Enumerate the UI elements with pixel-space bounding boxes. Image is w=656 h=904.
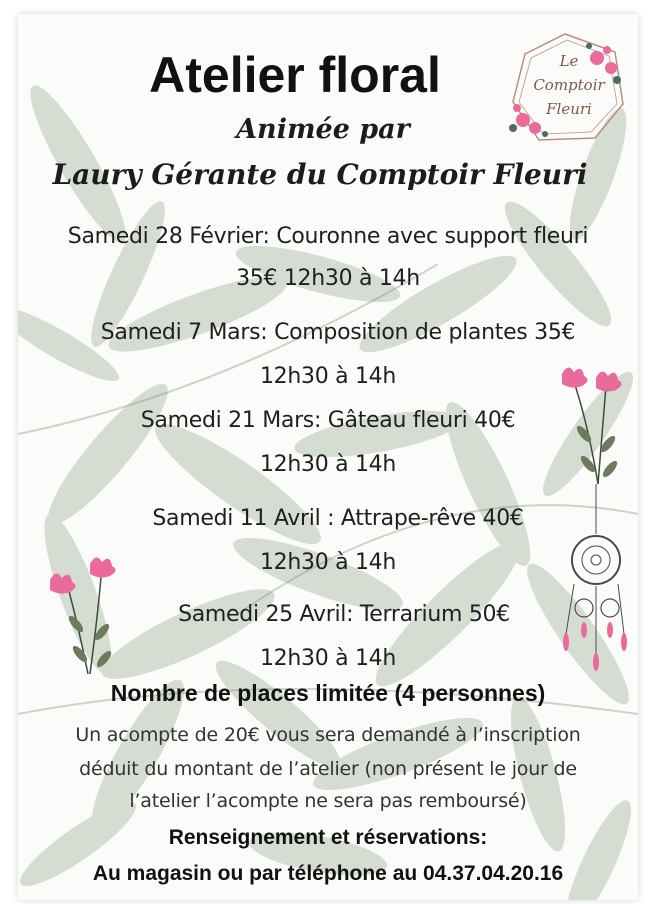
deposit-line-2: déduit du montant de l’atelier (non présent le jour de: [79, 758, 577, 780]
subtitle-animee-par: Animée par: [236, 114, 410, 145]
deposit-line-1: Un acompte de 20€ vous sera demandé à l’inscription: [75, 724, 581, 746]
logo-line-2: Comptoir: [533, 76, 605, 94]
event-1-time: 35€ 12h30 à 14h: [236, 266, 420, 291]
event-4-time: 12h30 à 14h: [259, 550, 397, 575]
deposit-line-3: l’atelier l’acompte ne sera pas remboursé): [129, 790, 527, 812]
reservation-contact: Au magasin ou par téléphone au 04.37.04.20.16: [92, 862, 564, 885]
event-3-time: 12h30 à 14h: [259, 452, 397, 477]
flyer-title: Atelier floral: [149, 47, 441, 103]
event-5-time: 12h30 à 14h: [259, 646, 397, 671]
reservation-heading: Renseignement et réservations:: [168, 826, 488, 849]
logo-line-3: Fleuri: [546, 100, 592, 118]
event-5-title: Samedi 25 Avril: Terrarium 50€: [178, 602, 510, 627]
event-2-title: Samedi 7 Mars: Composition de plantes 35€: [100, 320, 576, 345]
event-1-title: Samedi 28 Février: Couronne avec support fleuri: [67, 224, 589, 249]
places-limit: Nombre de places limitée (4 personnes): [110, 680, 546, 706]
event-4-title: Samedi 11 Avril : Attrape-rêve 40€: [152, 506, 524, 531]
event-3-title: Samedi 21 Mars: Gâteau fleuri 40€: [140, 408, 516, 433]
logo-line-1: Le: [559, 52, 579, 70]
event-2-time: 12h30 à 14h: [259, 364, 397, 389]
subtitle-host: Laury Gérante du Comptoir Fleuri: [52, 158, 588, 191]
